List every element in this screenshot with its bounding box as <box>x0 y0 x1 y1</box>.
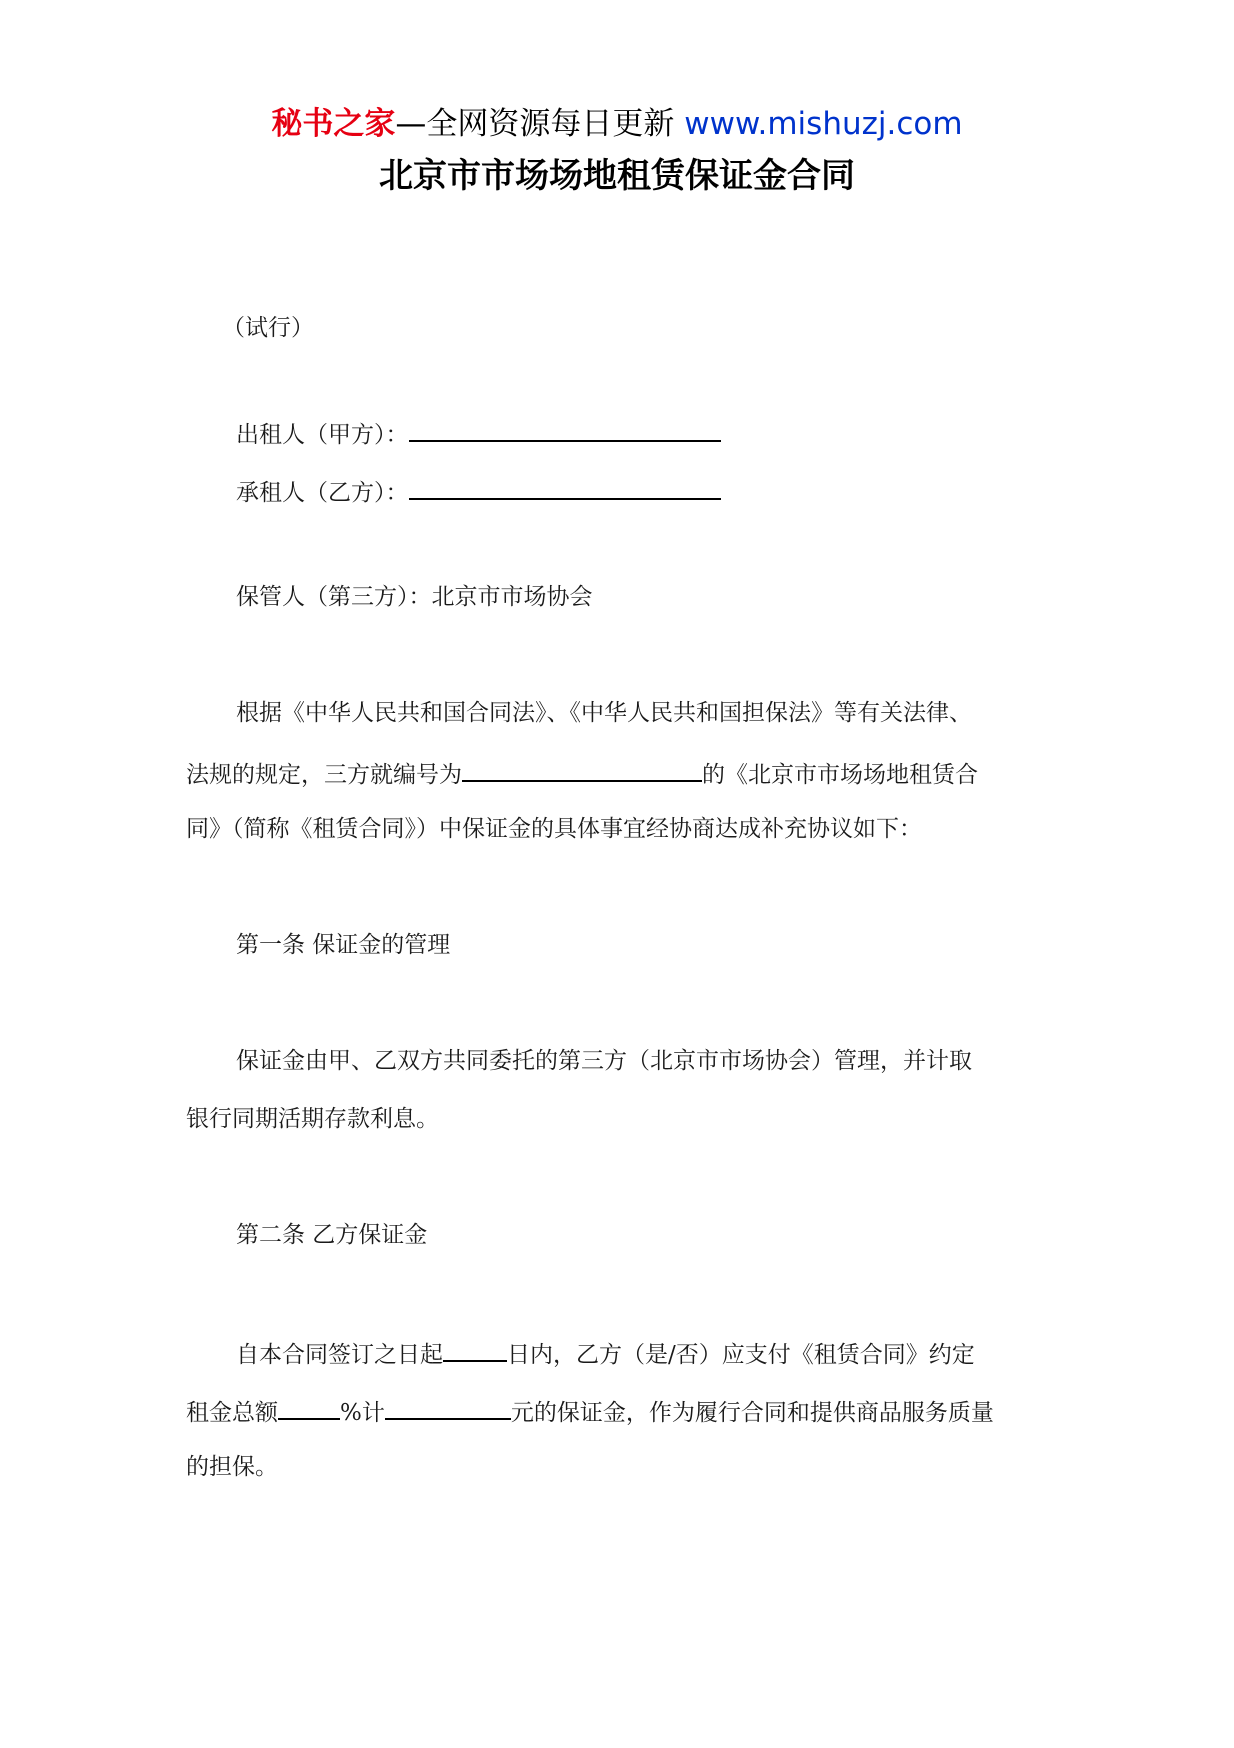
lessor-line <box>236 416 721 450</box>
custodian-label: 保管人（第三方）： <box>236 584 432 610</box>
lessee-line <box>236 474 721 508</box>
preamble-line-3: 同》（简称《租赁合同》）中保证金的具体事宜经协商达成补充协议如下： <box>186 816 922 842</box>
preamble-line-2-end: 的《北京市市场场地租赁合 <box>702 762 978 788</box>
days-blank <box>443 1336 507 1362</box>
percent-blank <box>278 1394 340 1420</box>
amount-blank <box>385 1394 511 1420</box>
article-2-line-2-end: 元的保证金，作为履行合同和提供商品服务质量 <box>510 1400 994 1426</box>
lessor-blank <box>409 416 721 442</box>
article-2-line-1-end: 日内，乙方（是/否）应支付《租赁合同》约定 <box>507 1342 975 1368</box>
article-1-line-2: 银行同期活期存款利息。 <box>186 1106 439 1132</box>
contract-number-blank <box>462 756 702 782</box>
article-1-line-1: 保证金由甲、乙双方共同委托的第三方（北京市市场协会）管理，并计取 <box>236 1048 972 1074</box>
article-1-heading: 第一条 保证金的管理 <box>236 932 451 958</box>
percent-label: %计 <box>340 1400 385 1426</box>
brand-name: 秘书之家 <box>271 106 396 142</box>
preamble-line-1: 根据《中华人民共和国合同法》、《中华人民共和国担保法》等有关法律、 <box>236 700 972 726</box>
article-2-heading: 第二条 乙方保证金 <box>236 1222 428 1248</box>
lessor-label: 出租人（甲方）： <box>236 422 409 448</box>
header-tagline: —全网资源每日更新 <box>395 106 685 142</box>
custodian-value: 北京市市场协会 <box>431 584 593 610</box>
article-2-line-2-start: 租金总额 <box>186 1400 278 1426</box>
trial-note: （试行） <box>222 315 314 341</box>
article-2-line-1 <box>236 1336 975 1370</box>
preamble-line-2 <box>186 756 978 790</box>
article-2-line-3: 的担保。 <box>186 1454 278 1480</box>
site-url: www.mishuzj.com <box>684 106 963 142</box>
preamble-line-2-start: 法规的规定，三方就编号为 <box>186 762 462 788</box>
lessee-label: 承租人（乙方）： <box>236 480 409 506</box>
site-header <box>0 104 1234 144</box>
article-2-line-1-start: 自本合同签订之日起 <box>236 1342 443 1368</box>
custodian-line <box>236 582 593 612</box>
document-title: 北京市市场场地租赁保证金合同 <box>379 156 855 196</box>
lessee-blank <box>409 474 721 500</box>
article-2-line-2 <box>186 1394 994 1428</box>
